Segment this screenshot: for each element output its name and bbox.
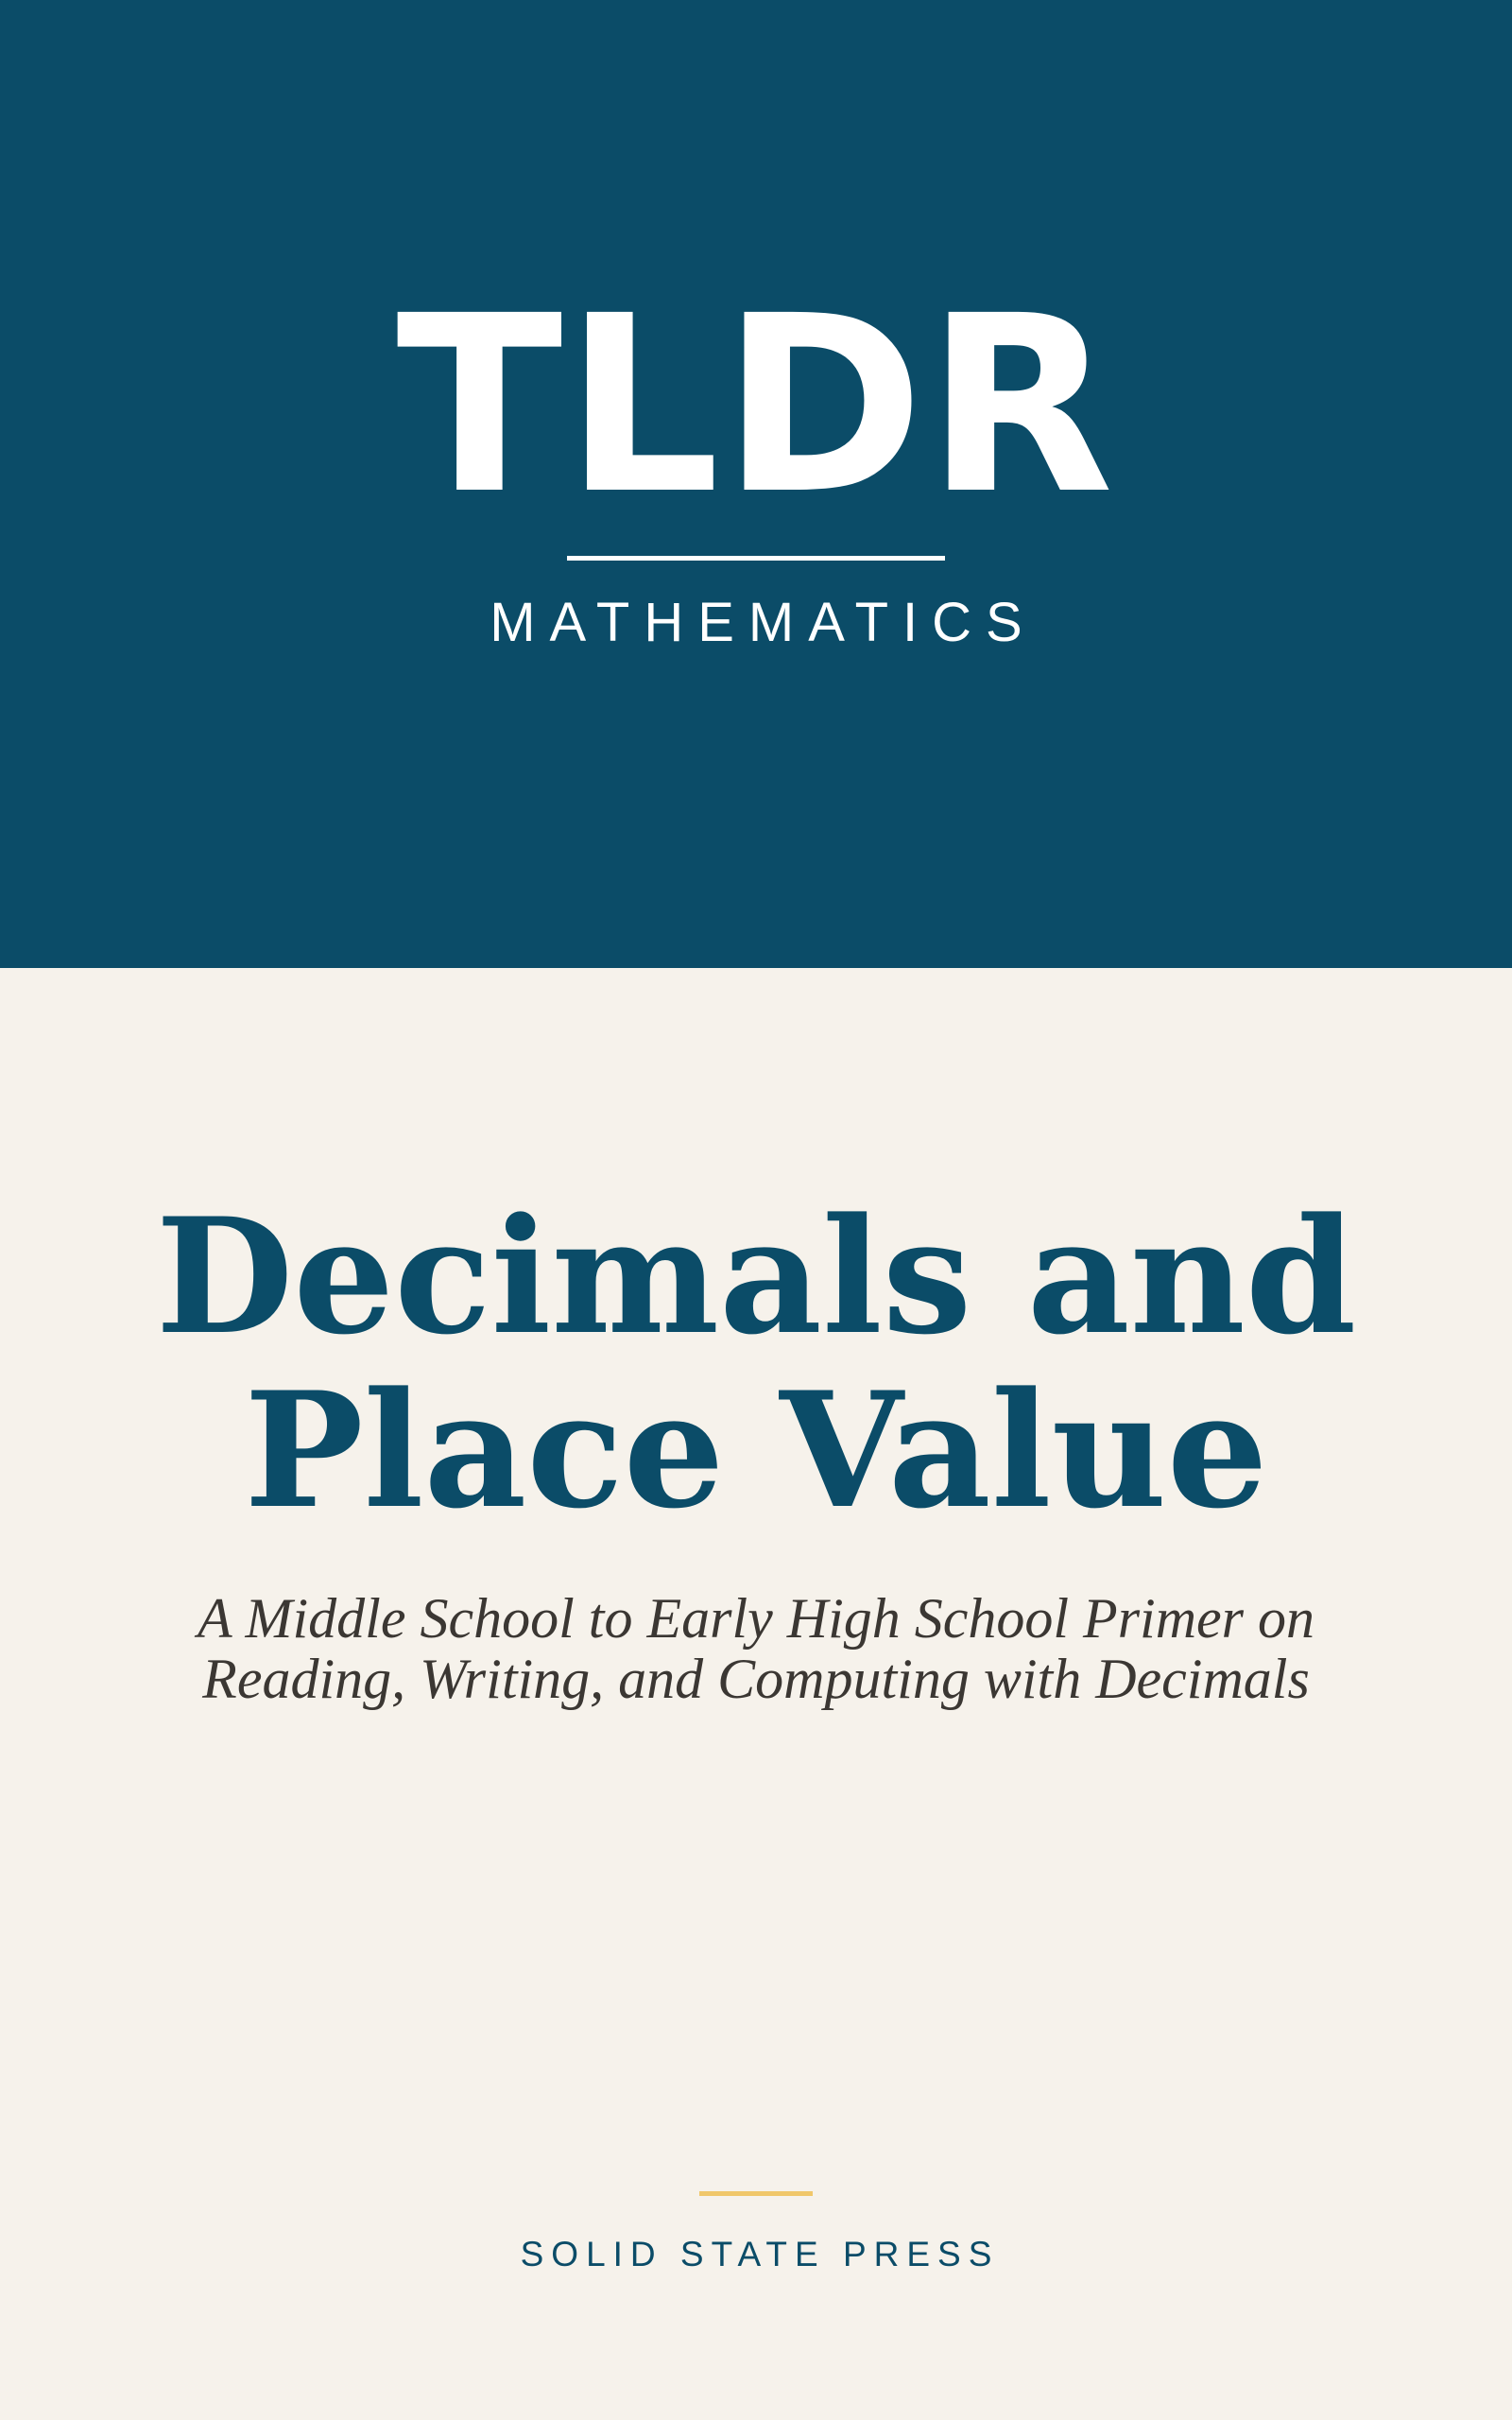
book-title-line-1: Decimals and — [155, 1183, 1357, 1370]
series-subject: MATHEMATICS — [490, 592, 1037, 653]
book-subtitle-line-2: Reading, Writing, and Computing with Decimals — [202, 1648, 1310, 1710]
publisher-accent-rule — [699, 2191, 813, 2196]
series-divider — [567, 556, 945, 561]
series-title: TLDR — [396, 264, 1116, 547]
publisher-name: SOLID STATE PRESS — [520, 2235, 1000, 2273]
book-title-line-2: Place Value — [244, 1357, 1268, 1544]
book-subtitle-line-1: A Middle School to Early High School Primer on — [197, 1587, 1315, 1650]
book-subtitle — [0, 1588, 1512, 1709]
series-band — [0, 0, 1512, 968]
book-title — [0, 1183, 1512, 1544]
